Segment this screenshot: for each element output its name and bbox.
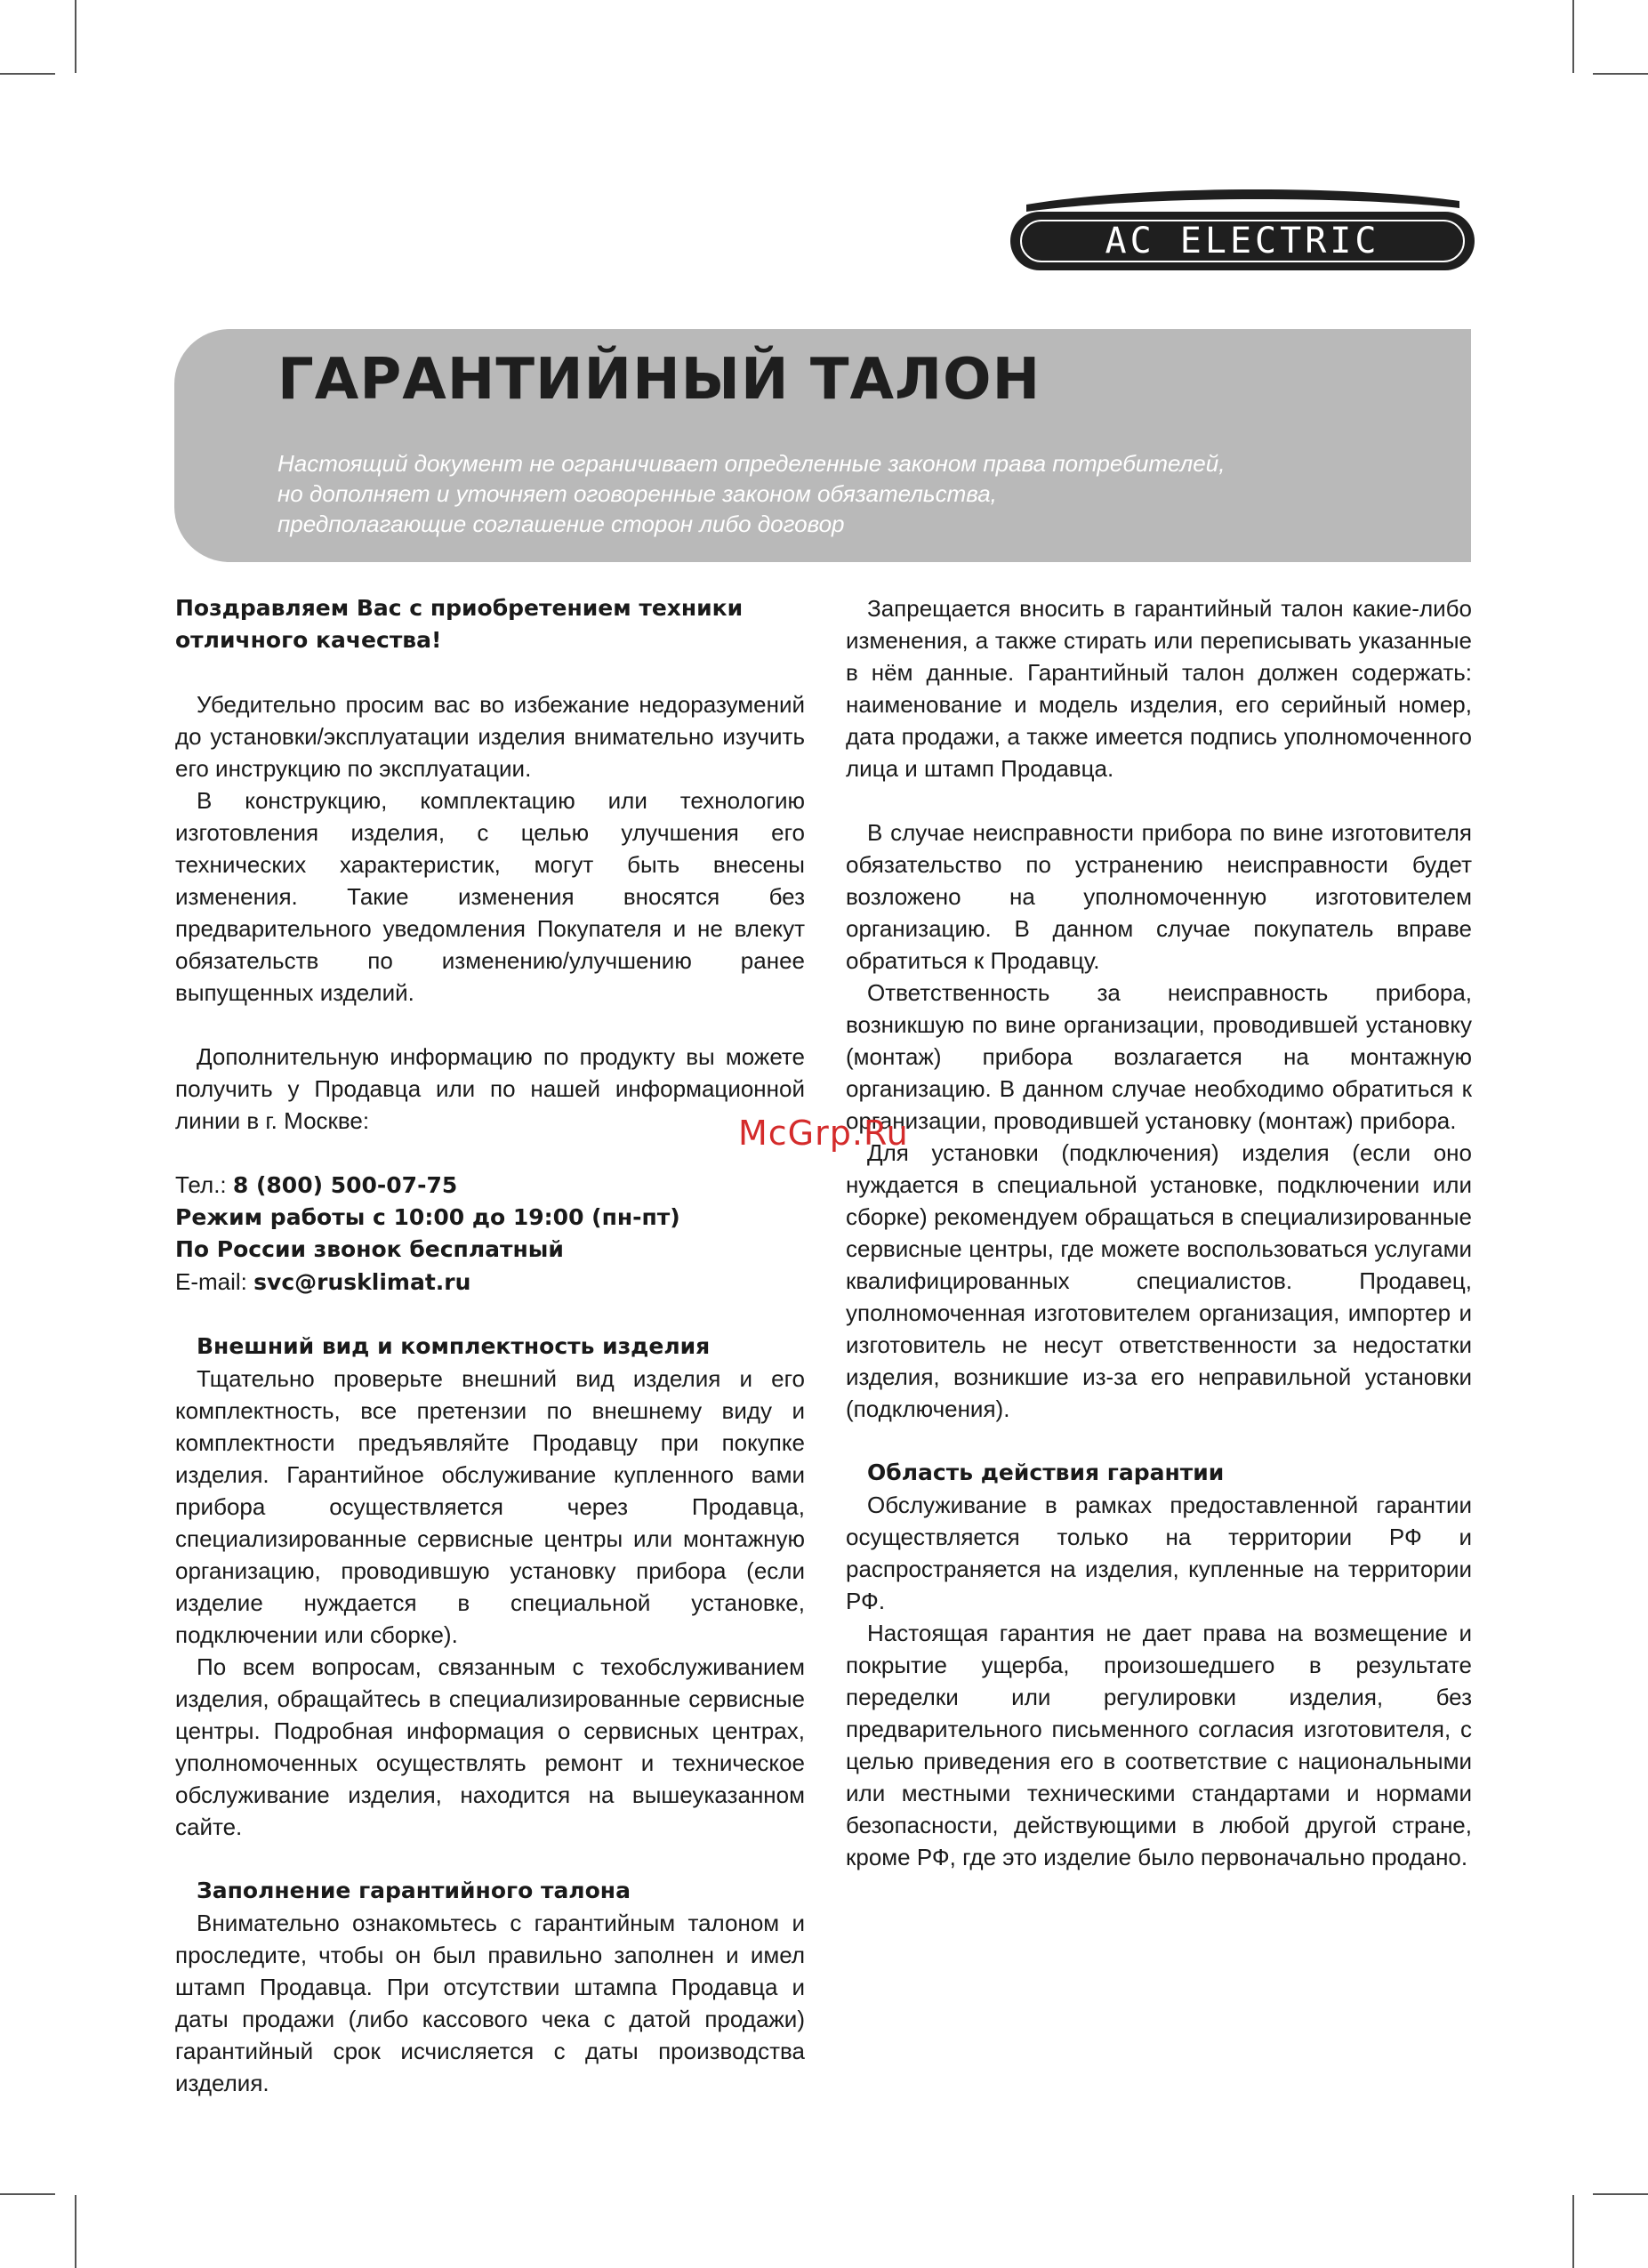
- email-line: [175, 1266, 805, 1299]
- left-column: [175, 592, 805, 2099]
- paragraph: Убедительно просим вас во избежание недоразумений до установки/эксплуатации изделия внимательно изучить его инструкцию по эксплуатации.: [175, 691, 805, 782]
- section-heading: Внешний вид и комплектность изделия: [197, 1333, 711, 1359]
- email-link[interactable]: svc@rusklimat.ru: [253, 1269, 471, 1295]
- crop-mark: [1572, 0, 1574, 73]
- email-label: E-mail:: [175, 1268, 247, 1295]
- paragraph: Запрещается вносить в гарантийный талон какие-либо изменения, а также стирать или переписывать указанные в нём данные. Гарантийный талон должен содержать: наименование и модель изделия, его серийный номер, дата продажи, а также имеется подпись уполномоченного лица и штамп Продавца.: [846, 595, 1472, 782]
- paragraph: Обслуживание в рамках предоставленной гарантии осуществляется только на территории РФ и распространяется на изделия, купленные на территории РФ.: [846, 1492, 1472, 1614]
- paragraph: Дополнительную информацию по продукту вы можете получить у Продавца или по нашей информационной линии в г. Москве:: [175, 1043, 805, 1134]
- title-banner: [174, 329, 1471, 562]
- free-call-note: По России звонок бесплатный: [175, 1236, 564, 1262]
- paragraph: В случае неисправности прибора по вине изготовителя обязательство по устранению неисправности будет возложено на уполномоченную изготовителем организацию. В данном случае покупатель вправе обратиться к Продавцу.: [846, 819, 1472, 974]
- crop-mark: [75, 0, 76, 73]
- paragraph: По всем вопросам, связанным с техобслуживанием изделия, обращайтесь в специализированные сервисные центры. Подробная информация о сервисных центрах, уполномоченных осуществлять ремонт и техническое обслуживание изделия, находится на вышеуказанном сайте.: [175, 1653, 805, 1840]
- section-heading: Область действия гарантии: [867, 1460, 1225, 1485]
- crop-mark: [1593, 2193, 1648, 2195]
- paragraph: Тщательно проверьте внешний вид изделия и его комплектность, все претензии по внешнему виду и комплектности предъявляйте Продавцу при покупке изделия. Гарантийное обслуживание купленного вами прибора осуществляется через Продавца, специализированные сервисные центры или монтажную организацию, проводившую установку прибора (если изделие нуждается в специальной установке, подключении или сборке).: [175, 1365, 805, 1648]
- logo-text: AC ELECTRIC: [1105, 221, 1380, 261]
- subtitle-line: предполагающие соглашение сторон либо договор: [277, 511, 845, 537]
- phone-label: Тел.:: [175, 1171, 227, 1198]
- subtitle-line: Настоящий документ не ограничивает определенные законом права потребителей,: [277, 450, 1226, 477]
- crop-mark: [0, 73, 55, 75]
- section-heading: Заполнение гарантийного талона: [197, 1878, 631, 1903]
- page-title: ГАРАНТИЙНЫЙ ТАЛОН: [277, 347, 1041, 413]
- contact-block: [175, 1169, 805, 1299]
- paragraph: В конструкцию, комплектацию или технологию изготовления изделия, с целью улучшения его технических характеристик, могут быть внесены изменения. Такие изменения вносятся без предварительного уведомления Покупателя и не влекут обязательств по изменению/улучшению ранее выпущенных изделий.: [175, 787, 805, 1006]
- subtitle-line: но дополняет и уточняет оговоренные законом обязательства,: [277, 480, 997, 507]
- ac-electric-logo: [1010, 189, 1475, 279]
- paragraph: Для установки (подключения) изделия (если оно нуждается в специальной установке, подключении или сборке) рекомендуем обращаться в специализированные сервисные центры, где можете воспользоваться услугами квалифицированных специалистов. Продавец, уполномоченная изготовителем организация, импортер и изготовитель не несут ответственности за недостатки изделия, возникшие из-за его неправильной установки (подключения).: [846, 1139, 1472, 1422]
- crop-mark: [1572, 2195, 1574, 2268]
- crop-mark: [75, 2195, 76, 2268]
- watermark: McGrp.Ru: [738, 1114, 909, 1153]
- banner-subtitle: [277, 448, 1451, 539]
- working-hours: Режим работы с 10:00 до 19:00 (пн-пт): [175, 1204, 680, 1230]
- phone-number[interactable]: 8 (800) 500-07-75: [232, 1172, 458, 1198]
- phone-line: [175, 1169, 805, 1202]
- crop-mark: [0, 2193, 55, 2195]
- paragraph: Ответственность за неисправность прибора, возникшую по вине организации, проводившей установку (монтаж) прибора возлагается на монтажную организацию. В данном случае необходимо обратиться к организации, проводившей установку (монтаж) прибора.: [846, 979, 1472, 1134]
- paragraph: Настоящая гарантия не дает права на возмещение и покрытие ущерба, произошедшего в результате переделки или регулировки изделия, без предварительного письменного согласия изготовителя, с целью приведения его в соответствие с национальными или местными техническими стандартами и нормами безопасности, действующими в любой другой стране, кроме РФ, где это изделие было первоначально продано.: [846, 1620, 1472, 1870]
- paragraph: Внимательно ознакомьтесь с гарантийным талоном и проследите, чтобы он был правильно заполнен и имел штамп Продавца. При отсутствии штампа Продавца и даты продажи (либо кассового чека с датой продажи) гарантийный срок исчисляется с даты производства изделия.: [175, 1910, 805, 2096]
- congrats-heading: Поздравляем Вас с приобретением техники отличного качества!: [175, 595, 744, 653]
- right-column: [846, 592, 1472, 1873]
- crop-mark: [1593, 73, 1648, 75]
